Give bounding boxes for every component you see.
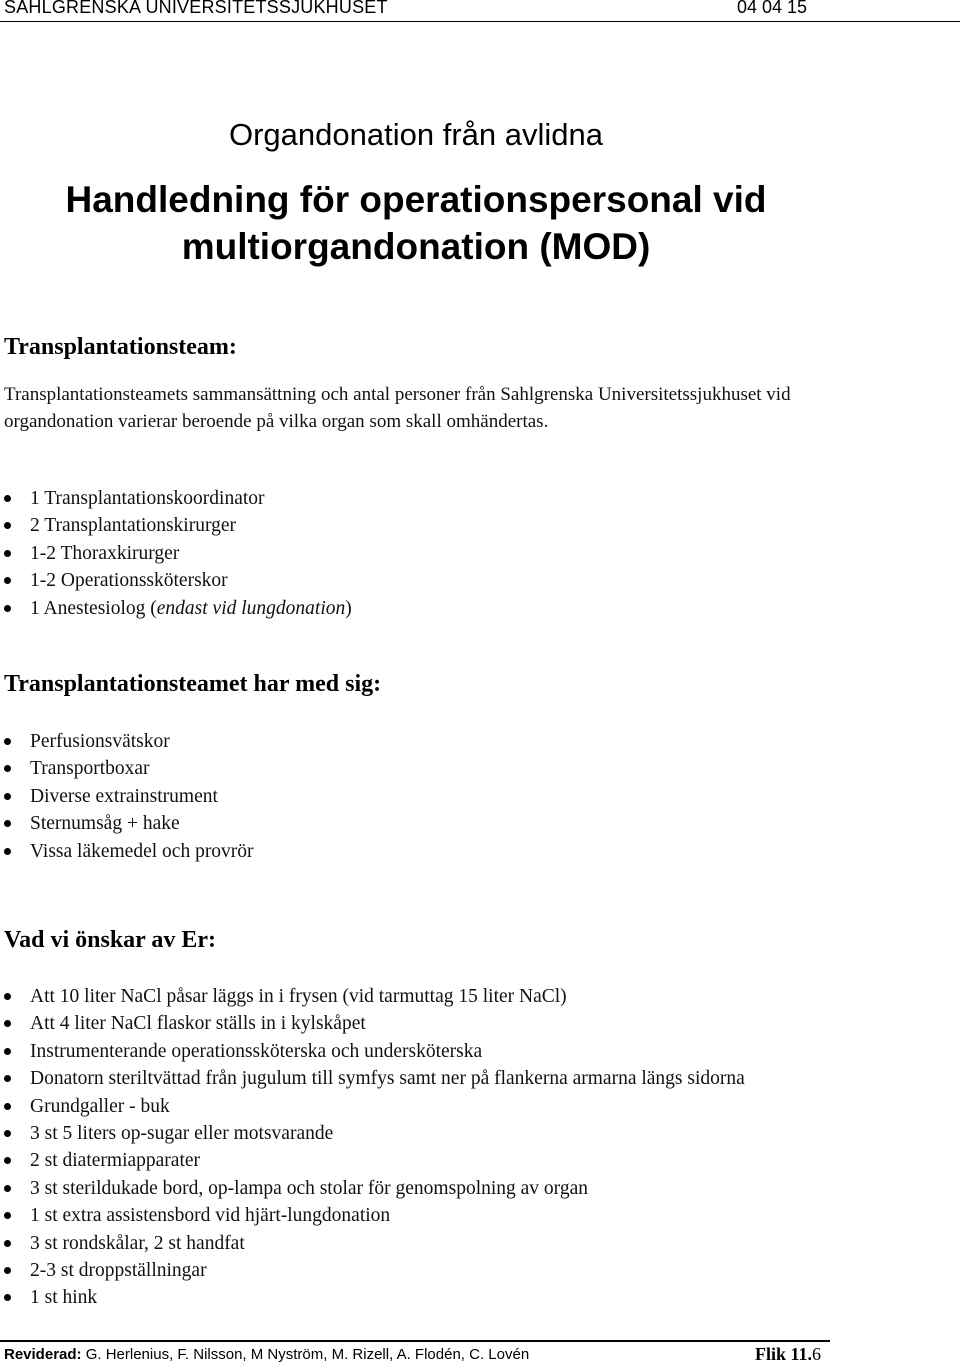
team-section-heading: Transplantationsteam: — [4, 334, 237, 360]
document-title: Organdonation från avlidna — [229, 117, 603, 152]
list-item: 2 st diatermiapparater — [0, 1147, 745, 1174]
bullet-icon — [4, 1130, 11, 1137]
tab-number: 6 — [812, 1344, 822, 1364]
bullet-icon — [4, 1185, 11, 1192]
bullet-icon — [4, 993, 11, 1000]
bullet-icon — [4, 765, 11, 772]
bullet-icon — [4, 1267, 11, 1274]
list-item: Sternumsåg + hake — [0, 810, 254, 837]
bullet-icon — [4, 1048, 11, 1055]
bullet-icon — [4, 1157, 11, 1164]
header-organization: SAHLGRENSKA UNIVERSITETSSJUKHUSET — [4, 0, 388, 17]
italic-note: endast vid lungdonation — [156, 597, 346, 619]
list-item: Att 10 liter NaCl påsar läggs in i frysen (vid tarmuttag 15 liter NaCl) — [0, 983, 745, 1010]
tab-label: Flik 11. — [755, 1344, 813, 1364]
list-item: Instrumenterande operationssköterska och undersköterska — [0, 1038, 745, 1065]
revised-label: Reviderad: — [4, 1346, 82, 1363]
document-subtitle: Handledning för operationspersonal vid multiorgandonation (MOD) — [65, 179, 767, 267]
list-item: 1-2 Operationssköterskor — [0, 567, 352, 594]
list-item: 1 Anestesiolog (endast vid lungdonation) — [0, 595, 352, 622]
bullet-icon — [4, 605, 11, 612]
list-item: 1-2 Thoraxkirurger — [0, 540, 352, 567]
list-item: Att 4 liter NaCl flaskor ställs in i kylskåpet — [0, 1010, 745, 1037]
list-item: 2 Transplantationskirurger — [0, 512, 352, 539]
bullet-icon — [4, 848, 11, 855]
wishes-section-heading: Vad vi önskar av Er: — [4, 927, 217, 953]
list-item: 1 Transplantationskoordinator — [0, 485, 352, 512]
bullet-icon — [4, 1240, 11, 1247]
list-item: Grundgaller - buk — [0, 1093, 745, 1120]
brings-list — [0, 728, 254, 865]
list-item: Vissa läkemedel och provrör — [0, 838, 254, 865]
footer-revision — [4, 1345, 529, 1365]
bullet-icon — [4, 495, 11, 502]
bullet-icon — [4, 1020, 11, 1027]
bullet-icon — [4, 550, 11, 557]
bullet-icon — [4, 793, 11, 800]
list-item: Donatorn steriltvättad från jugulum till symfys samt ner på flankerna armarna längs sidorna — [0, 1065, 745, 1092]
footer-tab — [755, 1343, 821, 1365]
list-item: 3 st sterildukade bord, op-lampa och stolar för genomspolning av organ — [0, 1175, 745, 1202]
list-item: Perfusionsvätskor — [0, 728, 254, 755]
list-item: 1 st hink — [0, 1284, 745, 1311]
revision-authors: G. Herlenius, F. Nilsson, M Nyström, M. Rizell, A. Flodén, C. Lovén — [81, 1346, 530, 1363]
bullet-icon — [4, 1212, 11, 1219]
bullet-icon — [4, 522, 11, 529]
list-item: 3 st rondskålar, 2 st handfat — [0, 1230, 745, 1257]
team-intro-paragraph: Transplantationsteamets sammansättning och antal personer från Sahlgrenska Universitetssjukhuset vid organdonation varierar beroende på vilka organ som skall omhändertas. — [4, 384, 791, 432]
bullet-icon — [4, 1103, 11, 1110]
list-item: Transportboxar — [0, 755, 254, 782]
list-item: Diverse extrainstrument — [0, 783, 254, 810]
bullet-icon — [4, 1294, 11, 1301]
footer-divider — [0, 1340, 830, 1342]
team-list — [0, 485, 352, 622]
header-date: 04 04 15 — [737, 0, 808, 17]
bullet-icon — [4, 738, 11, 745]
wishes-list — [0, 983, 745, 1312]
brings-section-heading: Transplantationsteamet har med sig: — [4, 671, 382, 697]
list-item: 3 st 5 liters op-sugar eller motsvarande — [0, 1120, 745, 1147]
bullet-icon — [4, 1075, 11, 1082]
bullet-icon — [4, 577, 11, 584]
header-divider — [0, 21, 960, 22]
bullet-icon — [4, 820, 11, 827]
list-item: 1 st extra assistensbord vid hjärt-lungdonation — [0, 1202, 745, 1229]
list-item: 2-3 st droppställningar — [0, 1257, 745, 1284]
